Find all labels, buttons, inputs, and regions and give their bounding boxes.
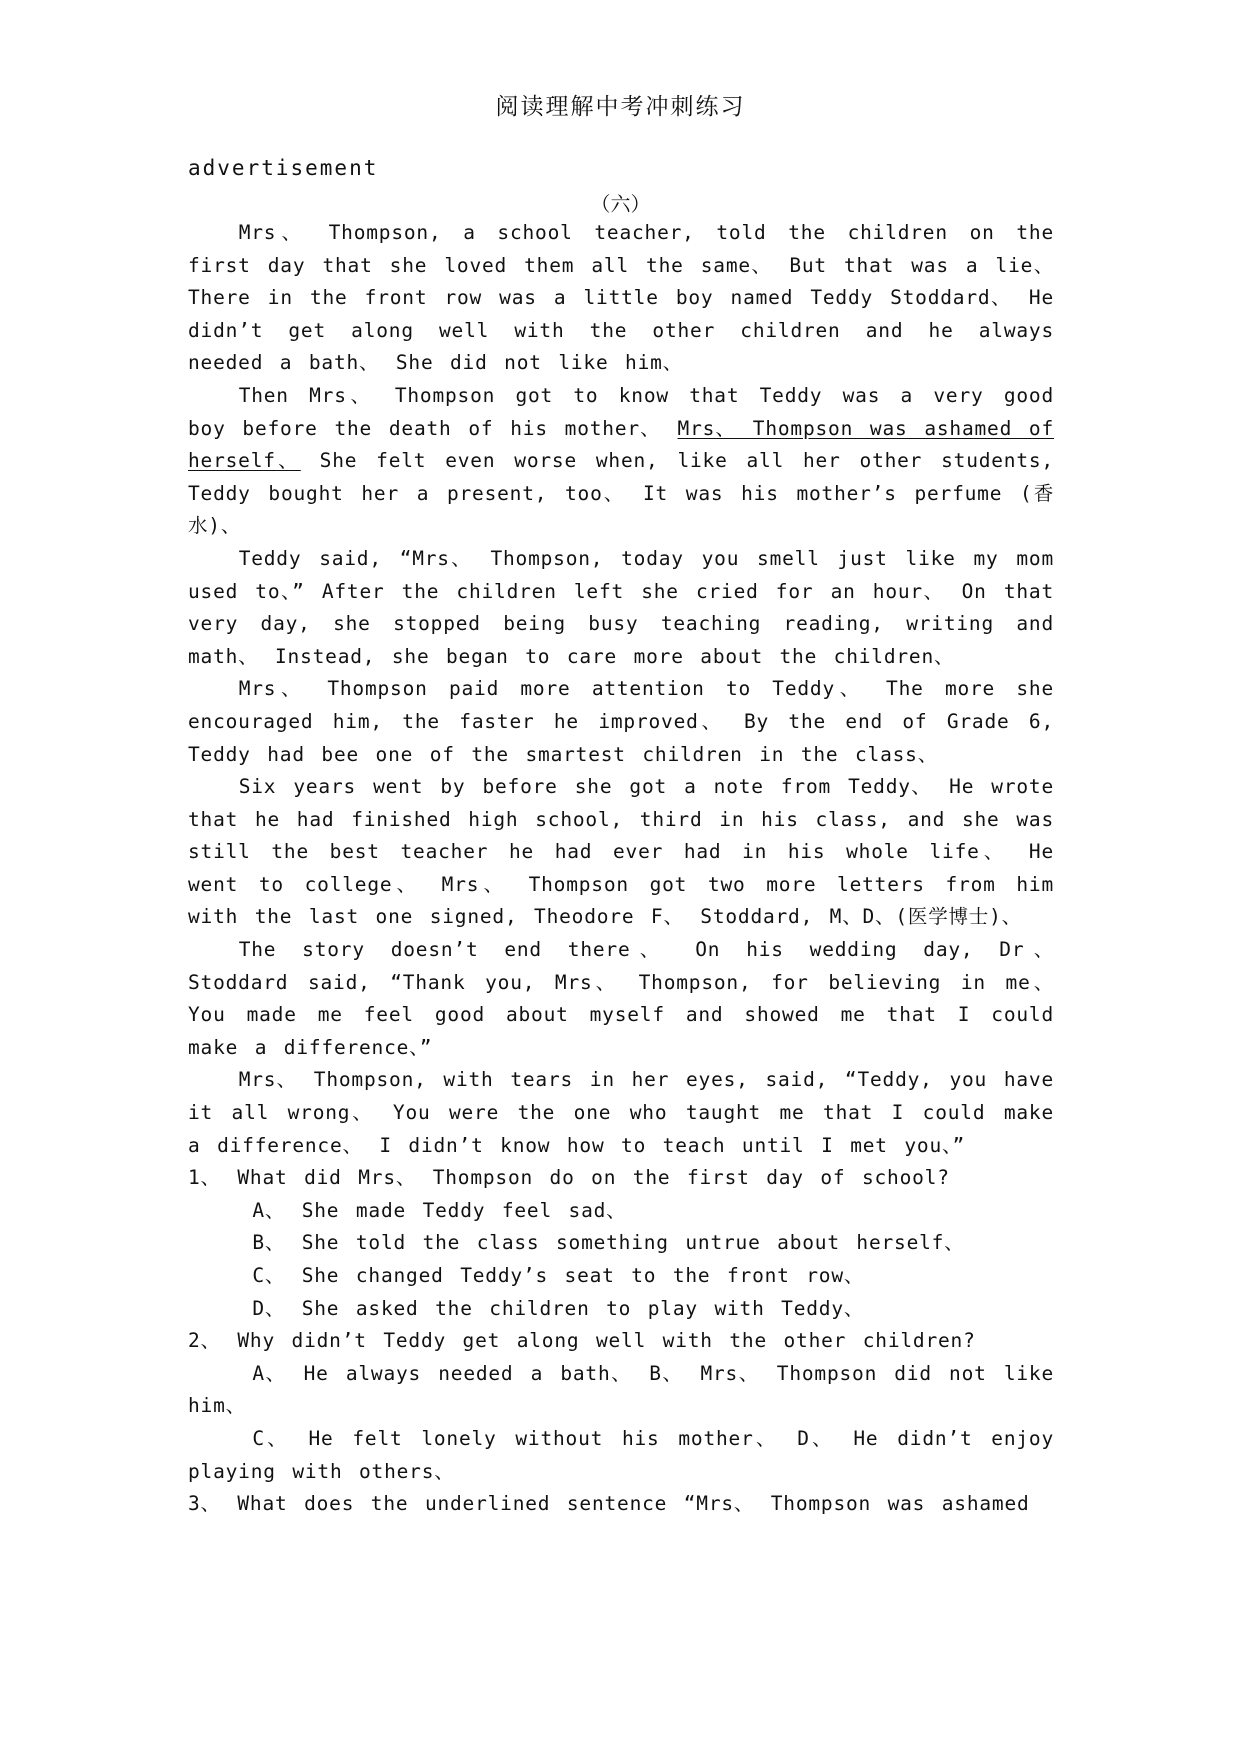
- document-title: 阅读理解中考冲刺练习: [495, 94, 746, 120]
- paragraph-2-lead: Then Mrs、 Thompson got to know that Teddy was a very good boy before the death of his mother、: [188, 383, 1054, 440]
- question-2-options-cd: C、 He felt lonely without his mother、 D、 He didn’t enjoy playing with others、: [188, 1426, 1054, 1483]
- paragraph-4: Mrs、 Thompson paid more attention to Teddy、 The more she encouraged him, the faster he improved、 By the end of Grade 6, Teddy had bee one of the smartest children in the class、: [188, 677, 1054, 766]
- question-1-option-d: D、 She asked the children to play with Teddy、: [252, 1296, 865, 1320]
- paragraph-2: [188, 380, 1054, 543]
- section-number: （六）: [590, 192, 651, 216]
- question-2: 2、 Why didn’t Teddy get along well with the other children?: [188, 1329, 976, 1353]
- paragraph-6: The story doesn’t end there、 On his wedding day, Dr、 Stoddard said, “Thank you, Mrs、 Thompson, for believing in me、 You made me feel good about myself and showed me that I could make a difference、”: [188, 938, 1054, 1059]
- question-1-option-c: C、 She changed Teddy’s seat to the front row、: [252, 1264, 865, 1287]
- paragraph-1: Mrs、 Thompson, a school teacher, told the children on the first day that she loved them all the same、 But that was a lie、 There in the front row was a little boy named Teddy Stoddard、 He didn’t get along well with the other children and he always needed a bath、 She did not like him、: [188, 221, 1054, 375]
- passage-body: [188, 217, 1054, 1521]
- paragraph-5: Six years went by before she got a note from Teddy、 He wrote that he had finished high school, third in his class, and she was still the best teacher he had ever had in his whole life、 He went to college、 Mrs、 Thompson got two more letters from him with the last one signed, Theodore F、 Stoddard, M、D、(医学博士)、: [188, 775, 1054, 929]
- question-1-option-a: A、 She made Teddy feel sad、: [252, 1198, 627, 1222]
- question-2-options-ab: A、 He always needed a bath、 B、 Mrs、 Thompson did not like him、: [188, 1361, 1054, 1418]
- paragraph-3: Teddy said, “Mrs、 Thompson, today you smell just like my mom used to、” After the children left she cried for an hour、 On that very day, she stopped being busy teaching reading, writing and math、 Instead, she began to care more about the children、: [188, 546, 1054, 668]
- question-1-option-b: B、 She told the class something untrue about herself、: [252, 1231, 965, 1255]
- question-3: 3、 What does the underlined sentence “Mrs、 Thompson was ashamed: [188, 1492, 1030, 1516]
- paragraph-7: Mrs、 Thompson, with tears in her eyes, said, “Teddy, you have it all wrong、 You were the one who taught me that I could make a difference、 I didn’t know how to teach until I met you、”: [188, 1068, 1054, 1157]
- subtitle: advertisement: [188, 156, 379, 180]
- underlined-sentence: Mrs、 Thompson was ashamed of herself、: [188, 416, 1054, 473]
- paragraph-2-rest: She felt even worse when, like all her other students, Teddy bought her a present, too、 It was his mother’s perfume (香水)、: [188, 449, 1054, 538]
- question-1: 1、 What did Mrs、 Thompson do on the first day of school?: [188, 1166, 950, 1190]
